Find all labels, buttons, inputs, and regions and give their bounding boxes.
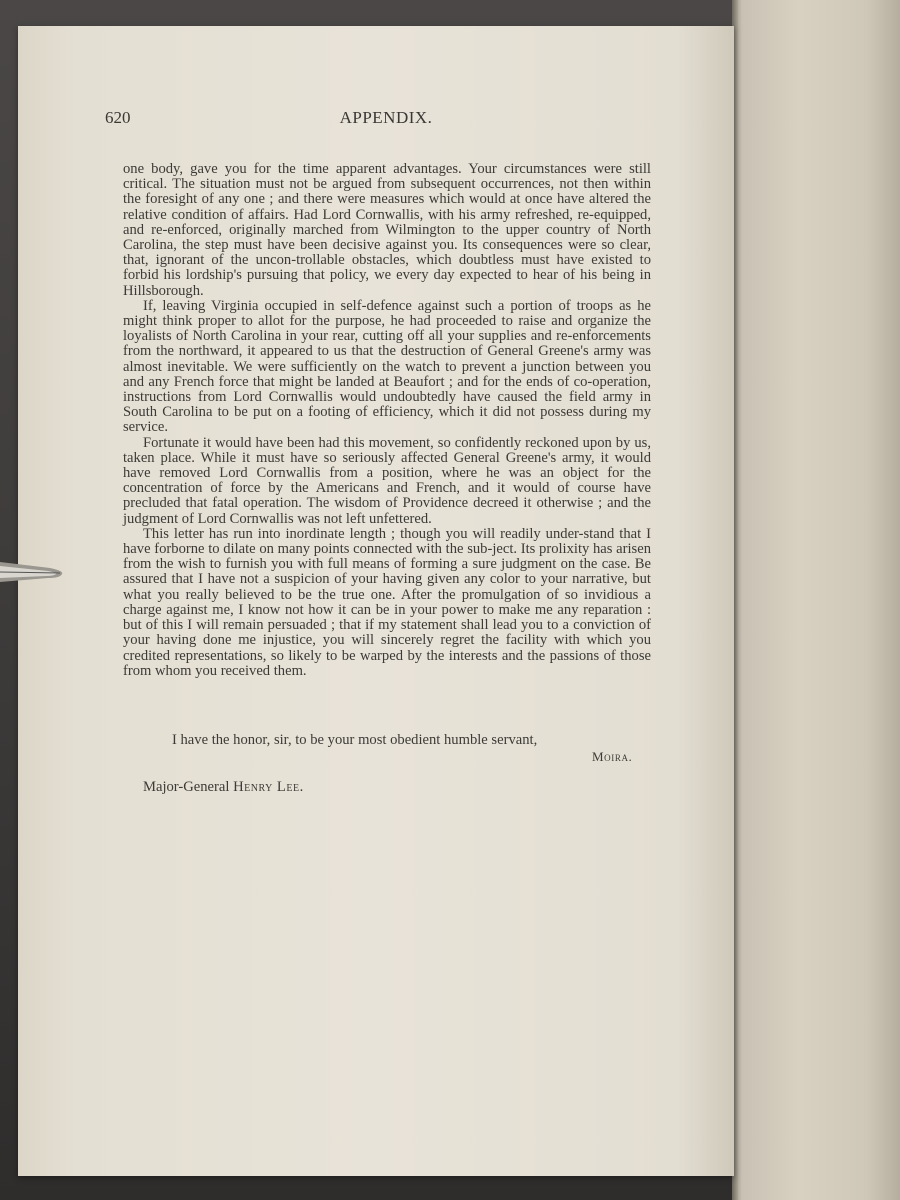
paragraph: If, leaving Virginia occupied in self-defence against such a portion of troops as he might think proper to allot for the purpose, he had proceeded to raise and organize the loyalists of North Carolina in your rear, cutting off all your supplies and re-enforcements from the northward, it appeared to us that the destruction of General Greene's army was almost inevitable. We were sufficiently on the watch to prevent a junction between you and any French force that might be landed at Beaufort ; and for the ends of co-operation, instructions from Lord Cornwallis would undoubtedly have caused the field army in South Carolina to be put on a footing of efficiency, which it did not possess during my service. [123,297,651,436]
addressee-name: Henry Lee. [233,779,304,795]
letter-closing: I have the honor, sir, to be your most obedient humble servant, [172,732,538,748]
paragraph: Fortunate it would have been had this movement, so confidently reckoned upon by us, taken place. While it must have so seriously affected General Greene's army, it would have removed Lord Cornwallis from a position, where he was an object for the concentration of force by the Americans and French, and it would of course have precluded that fatal operation. The wisdom of Providence decreed it otherwise ; and the judgment of Lord Cornwallis was not left unfettered. [123,434,651,527]
page-number: 620 [105,108,131,127]
paragraph: This letter has run into inordinate length ; though you will readily under-stand that I have forborne to dilate on many points connected with the sub-ject. Its prolixity has arisen from the wish to furnish you with full means of forming a sure judgment on the case. Be assured that I have not a suspicion of your having given any color to your narrative, but what you really believed to be the true one. After the promulgation of so invidious a charge against me, I know not how it can be in your power to make me any reparation : but of this I will remain persuaded ; that if my statement shall lead you to a conviction of your having done me injustice, you will sincerely regret the facility with which you credited representations, so likely to be warped by the interests and the passions of those from whom you received them. [123,525,651,679]
addressee-title: Major-General [143,779,230,795]
page-header [105,108,655,132]
paragraph: one body, gave you for the time apparent advantages. Your circumstances were still critical. The situation must not be argued from subsequent occurrences, not then within the foresight of any one ; and there were measures which would at once have altered the relative condition of affairs. Had Lord Cornwallis, with his army refreshed, re-equipped, and re-enforced, originally marched from Wilmington to the upper country of North Carolina, the step must have been decisive against you. Its consequences were so clear, that, ignorant of the uncon-trollable obstacles, which doubtless must have existed to forbid his lordship's pursuing that policy, we every day expected to hear of his being in Hillsborough. [123,161,651,299]
book-page-edges [732,0,900,1200]
addressee [143,779,304,796]
page-clip-icon [0,552,66,592]
letter-signature: Moira. [592,749,633,764]
running-head: APPENDIX. [339,108,433,127]
body-text [123,162,651,679]
